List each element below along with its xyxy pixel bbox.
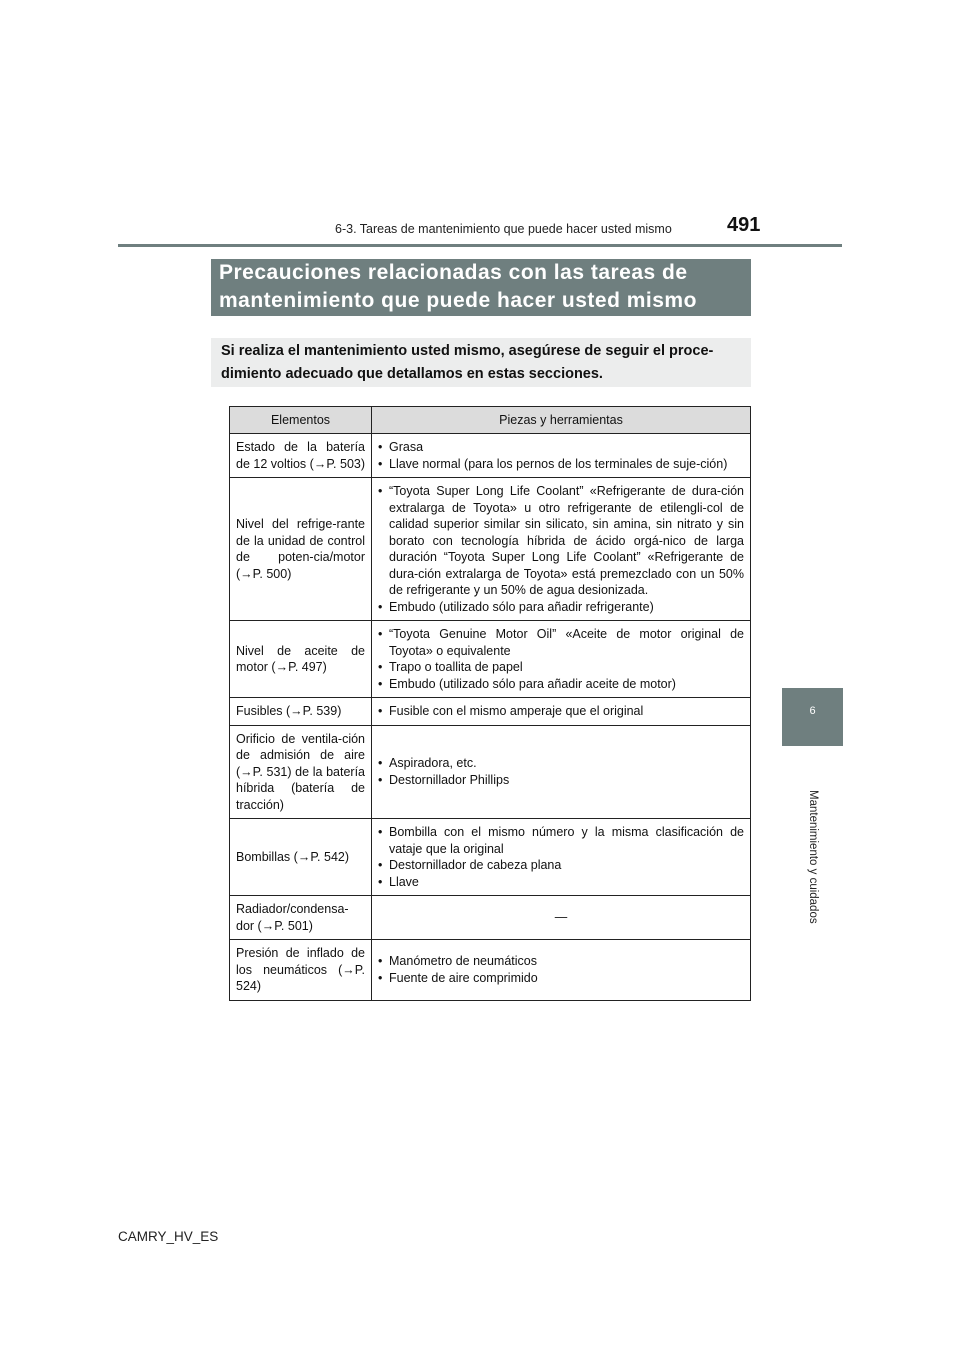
row-item: Estado de la batería de 12 voltios (→P. 503) bbox=[230, 434, 372, 478]
row-item: Radiador/condensa-dor (→P. 501) bbox=[230, 896, 372, 940]
list-item: • Aspiradora, etc. bbox=[378, 755, 744, 772]
list-item: • Bombilla con el mismo número y la misma clasificación de vataje que la original bbox=[378, 824, 744, 857]
list-item: • Fuente de aire comprimido bbox=[378, 970, 744, 987]
table-row bbox=[230, 940, 751, 1001]
table-row bbox=[230, 478, 751, 621]
header-section-title: 6-3. Tareas de mantenimiento que puede hacer usted mismo bbox=[335, 222, 672, 236]
list-item: • “Toyota Genuine Motor Oil” «Aceite de motor original de Toyota» o equivalente bbox=[378, 626, 744, 659]
list-item: • “Toyota Super Long Life Coolant” «Refrigerante de dura-ción extralarga de Toyota» u otro refrigerante de etilengli-col de calidad superior similar sin silicato, sin amina, sin nitrato y sin borato con tecnología híbrida de ácido orgá-nico de larga duración “Toyota Super Long Life Coolant” «Refrigerante de dura-ción extralarga de Toyota» está premezclado con un 50% de refrigerante y un 50% de agua desionizada. bbox=[378, 483, 744, 599]
page-number: 491 bbox=[727, 214, 761, 236]
chapter-number: 6 bbox=[809, 705, 816, 717]
chapter-tab bbox=[782, 688, 843, 746]
table-header-row bbox=[230, 407, 751, 434]
list-item: • Manómetro de neumáticos bbox=[378, 953, 744, 970]
row-parts bbox=[372, 621, 751, 698]
model-code: CAMRY_HV_ES bbox=[118, 1229, 219, 1244]
table-row bbox=[230, 819, 751, 896]
table-row bbox=[230, 896, 751, 940]
row-item: Orificio de ventila-ción de admisión de aire (→P. 531) de la batería híbrida (batería de tracción) bbox=[230, 725, 372, 819]
section-title-line-1: Precauciones relacionadas con las tareas de bbox=[219, 261, 688, 284]
intro-box bbox=[211, 338, 751, 387]
row-item: Fusibles (→P. 539) bbox=[230, 698, 372, 726]
row-item: Nivel del refrige-rante de la unidad de control de poten-cia/motor (→P. 500) bbox=[230, 478, 372, 621]
section-title bbox=[211, 259, 751, 316]
list-item: • Llave bbox=[378, 874, 744, 891]
table-header-parts: Piezas y herramientas bbox=[372, 407, 751, 434]
row-parts bbox=[372, 819, 751, 896]
table-row bbox=[230, 621, 751, 698]
row-parts bbox=[372, 434, 751, 478]
table-row bbox=[230, 698, 751, 726]
row-item: Bombillas (→P. 542) bbox=[230, 819, 372, 896]
maintenance-table bbox=[229, 406, 751, 1001]
table-header-items: Elementos bbox=[230, 407, 372, 434]
list-item: • Embudo (utilizado sólo para añadir aceite de motor) bbox=[378, 676, 744, 693]
chapter-title: Mantenimiento y cuidados bbox=[807, 790, 819, 924]
table-row bbox=[230, 725, 751, 819]
section-title-line-2: mantenimiento que puede hacer usted mismo bbox=[219, 289, 697, 312]
list-item: • Destornillador Phillips bbox=[378, 772, 744, 789]
table-row bbox=[230, 434, 751, 478]
intro-line-1: Si realiza el mantenimiento usted mismo, asegúrese de seguir el proce- bbox=[221, 343, 714, 359]
row-parts bbox=[372, 940, 751, 1001]
row-parts bbox=[372, 725, 751, 819]
list-item: • Grasa bbox=[378, 439, 744, 456]
list-item: • Fusible con el mismo amperaje que el original bbox=[378, 703, 744, 720]
list-item: • Llave normal (para los pernos de los terminales de suje-ción) bbox=[378, 456, 744, 473]
intro-line-2: dimiento adecuado que detallamos en estas secciones. bbox=[221, 366, 603, 382]
row-item: Presión de inflado de los neumáticos (→P. 524) bbox=[230, 940, 372, 1001]
list-item: • Trapo o toallita de papel bbox=[378, 659, 744, 676]
row-parts bbox=[372, 698, 751, 726]
list-item: • Embudo (utilizado sólo para añadir refrigerante) bbox=[378, 599, 744, 616]
row-item: Nivel de aceite de motor (→P. 497) bbox=[230, 621, 372, 698]
list-item: • Destornillador de cabeza plana bbox=[378, 857, 744, 874]
header-rule bbox=[118, 244, 842, 247]
row-parts bbox=[372, 478, 751, 621]
row-parts-empty: — bbox=[372, 896, 751, 940]
